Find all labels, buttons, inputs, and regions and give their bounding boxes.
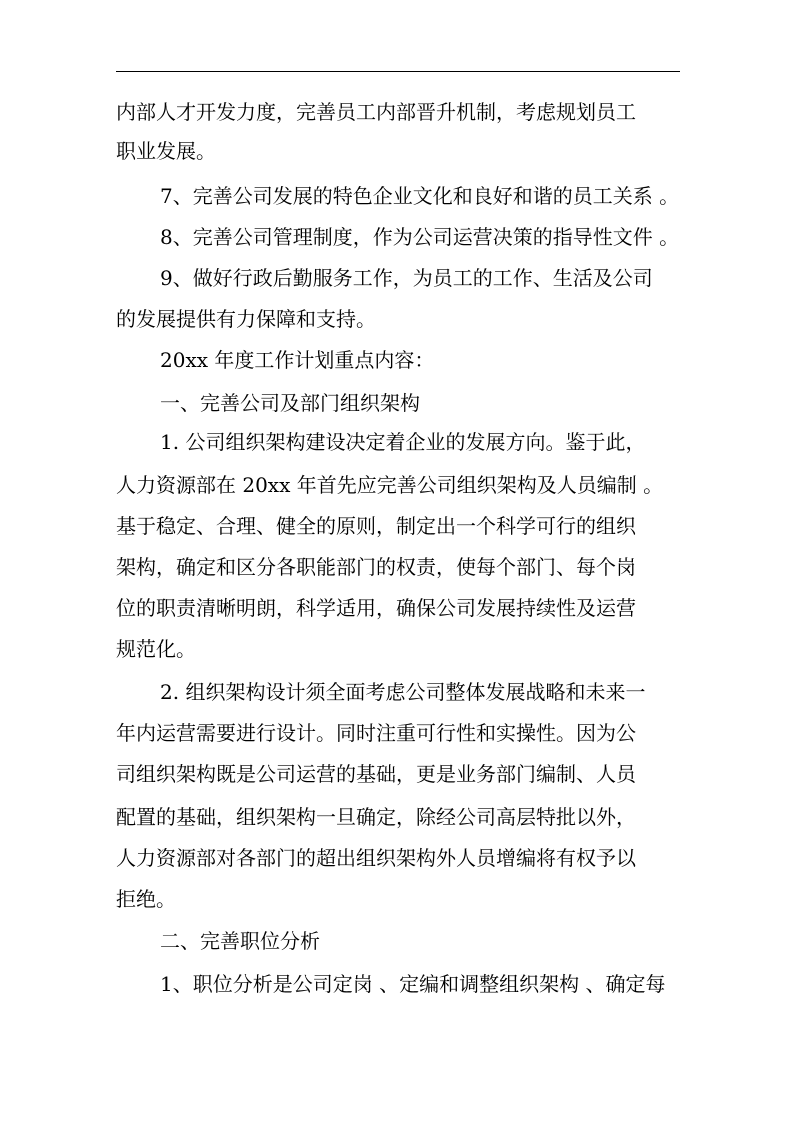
text-line: 架构，确定和区分各职能部门的权责，使每个部门、每个岗 [116,555,636,579]
text-line: 1. 公司组织架构建设决定着企业的发展方向。鉴于此， [160,430,646,454]
header-rule [116,71,680,72]
text-line: 1、职位分析是公司定岗 、定编和调整组织架构 、确定每 [160,972,666,996]
text-line: 基于稳定、合理、健全的原则，制定出一个科学可行的组织 [116,514,636,538]
text-line: 职业发展。 [116,139,216,163]
section-heading: 二、完善职位分析 [160,929,320,953]
text-line: 规范化。 [116,637,196,661]
text-line: 2. 组织架构设计须全面考虑公司整体发展战略和未来一 [160,680,646,704]
text-line: 年内运营需要进行设计。同时注重可行性和实操性。因为公 [116,721,636,745]
section-heading: 一、完善公司及部门组织架构 [160,391,420,415]
section-heading: 20xx 年度工作计划重点内容： [160,348,435,372]
text-line: 拒绝。 [116,887,176,911]
text-line: 内部人才开发力度，完善员工内部晋升机制，考虑规划员工 [116,100,636,124]
text-line: 司组织架构既是公司运营的基础，更是业务部门编制、人员 [116,762,636,786]
text-line: 8、完善公司管理制度，作为公司运营决策的指导性文件 。 [160,225,680,249]
text-line: 人力资源部在 20xx 年首先应完善公司组织架构及人员编制 。 [116,473,664,497]
text-line: 7、完善公司发展的特色企业文化和良好和谐的员工关系 。 [160,184,680,208]
text-line: 的发展提供有力保障和支持。 [116,307,376,331]
text-line: 人力资源部对各部门的超出组织架构外人员增编将有权予以 [116,846,636,870]
text-line: 配置的基础，组织架构一旦确定，除经公司高层特批以外， [116,805,636,829]
text-line: 位的职责清晰明朗，科学适用，确保公司发展持续性及运营 [116,596,636,620]
text-line: 9、做好行政后勤服务工作，为员工的工作、生活及公司 [160,266,653,290]
